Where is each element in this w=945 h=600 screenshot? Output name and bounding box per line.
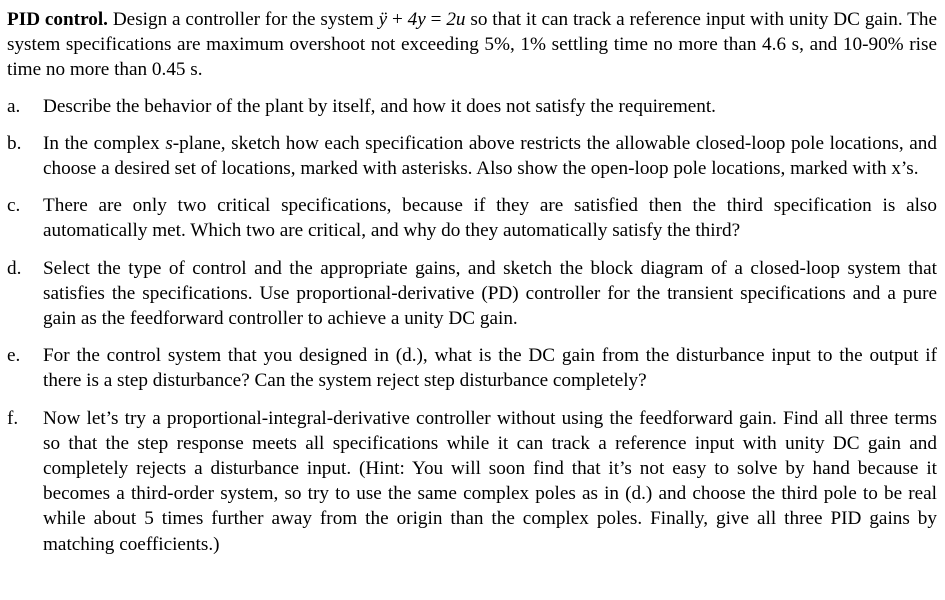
question-text: Select the type of control and the appropriate gains, and sketch the block diagram of a closed-loop system that satisfies the specifications. Use proportional-derivative (PD) controller for the transient specifications and a pure gain as the feedforward controller to achieve a unity DC gain. xyxy=(43,257,937,330)
question-item-d xyxy=(7,256,937,332)
question-letter: c. xyxy=(7,195,21,217)
system-equation xyxy=(379,9,466,30)
question-item-f xyxy=(7,406,937,557)
equation-plus: + xyxy=(387,9,408,30)
question-text: Describe the behavior of the plant by itself, and how it does not satisfy the requirement. xyxy=(43,95,716,117)
question-item-b xyxy=(7,131,937,181)
question-text-pre: In the complex xyxy=(43,132,166,154)
question-text: For the control system that you designed in (d.), what is the DC gain from the disturbance input to the output if there is a step disturbance? Can the system reject step disturbance completely? xyxy=(43,345,937,392)
question-text: There are only two critical specifications, because if they are satisfied then the third specification is also automatically met. Which two are critical, and why do they automatically satisfy the third? xyxy=(43,195,937,242)
question-text-post: -plane, sketch how each specification above restricts the allowable closed-loop pole locations, and choose a desired set of locations, marked with asterisks. Also show the open-loop pole locations, marked with x’s. xyxy=(43,132,937,180)
equation-equals: = xyxy=(425,9,447,30)
question-letter: f. xyxy=(7,407,19,429)
question-item-c xyxy=(7,193,937,243)
equation-ydd: ÿ xyxy=(378,9,388,30)
question-letter: d. xyxy=(7,257,22,279)
intro-text-pre: Design a controller for the system xyxy=(107,9,379,30)
equation-rhs: 2u xyxy=(446,9,466,30)
problem-heading: PID control. xyxy=(7,9,108,30)
question-list xyxy=(7,94,937,557)
intro-text-post: so that it can track a reference input with unity DC gain. The system specifications are maximum overshoot not exceeding 5%, 1% settling time no more than 4.6 s, and 10-90% rise time no more than 0.45 s. xyxy=(7,9,938,81)
problem-statement xyxy=(7,7,937,83)
question-letter: a. xyxy=(7,95,21,117)
question-letter: b. xyxy=(7,132,22,154)
question-text: Now let’s try a proportional-integral-derivative controller without using the feedforward gain. Find all three terms so that the step response meets all specifications while it can track a reference input with unity DC gain and completely rejects a disturbance input. (Hint: You will soon find that it’s not easy to solve by hand because it becomes a third-order system, so try to use the same complex poles as in (d.) and choose the third pole to be real while about 5 times further away from the origin than the complex poles. Finally, give all three PID gains by matching coefficients.) xyxy=(43,407,937,555)
question-letter: e. xyxy=(7,345,21,367)
s-plane-variable: s xyxy=(165,132,173,154)
question-item-a xyxy=(7,94,937,119)
equation-term2: 4y xyxy=(407,9,426,30)
question-item-e xyxy=(7,343,937,393)
question-text xyxy=(43,131,937,181)
